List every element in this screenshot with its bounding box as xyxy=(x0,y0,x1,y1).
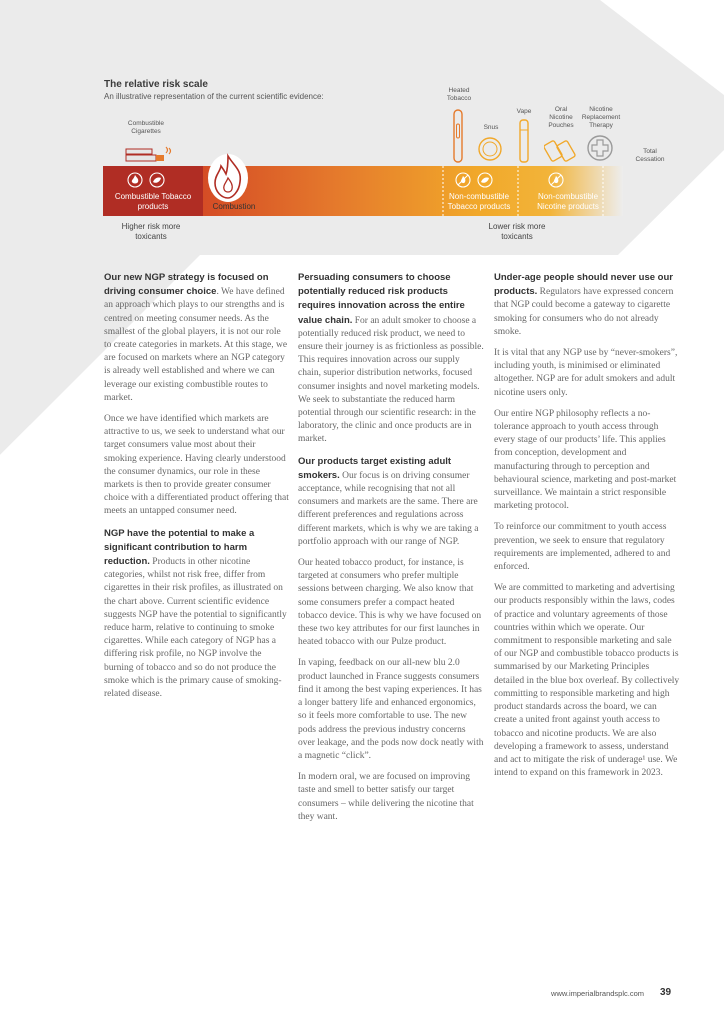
cat-cessation: Total Cessation xyxy=(635,148,665,163)
column-3 xyxy=(494,271,680,788)
label-noncomb-tobacco: Non-combustible Tobacco products xyxy=(447,192,511,211)
cat-snus: Snus xyxy=(483,124,499,131)
col1-para-3 xyxy=(104,527,290,702)
noncomb-nicotine-icon xyxy=(546,171,566,189)
col1-text-3: Products in other nicotine categories, whilst not risk free, differ from cigarettes in their risk profiles, as illustrated on the chart above. Current scientific evidence suggests NGP have the potential to significantly reduce harm, relative to continuing to smoke cigarettes. While each category of NGP has a differing risk profile, no NGP involve the burning of tobacco and so do not produce the smoke which is the primary cause of smoking-related disease. xyxy=(104,557,287,700)
label-noncomb-nicotine: Non-combustible Nicotine products xyxy=(537,192,599,211)
nrt-icon xyxy=(586,134,614,162)
col2-para-2 xyxy=(298,455,484,549)
col1-para-2: Once we have identified which markets are attractive to us, we seek to understand what our target consumers value most about their smoking experience. Having clearly understood the consumer dynamics, our role in these markets is then to provide greater consumer choice with a differentiated product offering that meets an untapped consumer need. xyxy=(104,414,289,517)
noncomb-tobacco-icons xyxy=(454,171,498,189)
col3-para-4: To reinforce our commitment to youth access prevention, we seek to ensure that regulatory requirements are implemented, adhered to and enforced. xyxy=(494,522,671,573)
heated-tobacco-icon xyxy=(450,108,466,164)
page-number: 39 xyxy=(660,987,672,998)
scale-title: The relative risk scale xyxy=(104,79,208,90)
col3-para-3: Our entire NGP philosophy reflects a no-tolerance approach to youth access through every stage of our products’ life. This applies from conception, development and manufacturing through to perception and behavioural science, marketing and post-market surveillance. We maintain a strict responsible marketing protocol. xyxy=(494,408,677,512)
col1-para-1 xyxy=(104,271,290,405)
vape-icon xyxy=(514,118,534,164)
higher-risk-label: Higher risk more toxicants xyxy=(121,222,181,241)
column-1 xyxy=(104,271,290,709)
cat-oral: Oral Nicotine Pouches xyxy=(548,106,574,129)
cat-cigarettes: Combustible Cigarettes xyxy=(127,120,165,135)
cat-heated: Heated Tobacco xyxy=(446,87,472,102)
cat-vape: Vape xyxy=(516,108,532,115)
col3-heading-1: Under-age people should never use our products. xyxy=(494,272,673,298)
footer-url[interactable]: www.imperialbrandsplc.com xyxy=(551,989,644,998)
col2-heading-2: Our products target existing adult smokers. xyxy=(298,455,452,481)
col3-para-1 xyxy=(494,271,680,339)
combustible-icons xyxy=(126,171,170,189)
cigarette-icon xyxy=(124,146,172,166)
col3-para-5: We are committed to marketing and advertising our products responsibly within the laws, codes of practice and voluntary agreements of those countries within which we operate. Our commitment to responsible marketing and sale of our NGP and combustible tobacco products is summarised by our Marketing Principles detailed in the blue box overleaf. By collectively committing to responsible marketing and high product standards across the board, we can create a united front against youth access to tobacco and nicotine products. We are also developing a framework to assess, understand and act to mitigate the risk of underage¹ use. We intend to expand on this framework in 2023. xyxy=(494,583,680,779)
col1-heading-1: Our new NGP strategy is focused on driving consumer choice xyxy=(104,272,269,298)
col2-para-5: In modern oral, we are focused on improving taste and smell to better satisfy our target consumers – while delivering the nicotine that they want. xyxy=(298,772,474,822)
col3-text-1: Regulators have expressed concern that NGP could become a gateway to cigarette smoking for consumers who do not already smoke. xyxy=(494,287,674,337)
label-combustion: Combustion xyxy=(212,202,256,211)
lower-risk-label: Lower risk more toxicants xyxy=(488,222,546,241)
col2-para-4: In vaping, feedback on our all-new blu 2.0 product launched in France suggests consumers find it among the best vaping experiences. It has a longer battery life and enhanced ergonomics, so it feels more comfortable to use. The new pods address the previous industry concerns over leakage, and the pods now dock neatly with a magnetic “click”. xyxy=(298,658,484,761)
oral-pouch-icon xyxy=(544,132,576,162)
flame-icon xyxy=(206,148,250,204)
scale-subtitle: An illustrative representation of the current scientific evidence: xyxy=(104,92,324,101)
label-combustible: Combustible Tobacco products xyxy=(114,192,192,211)
col1-heading-3: NGP have the potential to make a significant contribution to harm reduction. xyxy=(104,527,255,568)
cat-nrt: Nicotine Replacement Therapy xyxy=(581,106,621,129)
col2-text-1: For an adult smoker to choose a potentially reduced risk product, we need to ensure their journey is as frictionless as possible. This requires innovation across our supply chain, superior distribution networks, focused consumer insights and novel marketing models. We seek to substantiate the reduced harm potential through our scientific research: in the laboratory, the clinic and once products are in market. xyxy=(298,315,484,445)
col2-para-1 xyxy=(298,271,484,447)
col2-para-3: Our heated tobacco product, for instance, is targeted at consumers who prefer multiple sessions between charging. We also know that some consumers prefer a compact heated tobacco device. This is why we have focused on these two key attributes for our first launches in heated tobacco with our Pulze product. xyxy=(298,558,482,648)
col1-text-1: . We have defined an approach which plays to our strengths and is centred on meeting consumer needs. As the smallest of the global players, it is not our role to create categories in markets. At this stage, we are focused on markets where an NGP category is already well established and where we can leverage our existing combustible routes to market. xyxy=(104,287,288,403)
col2-text-2: Our focus is on driving consumer acceptance, while recognising that not all consumers and markets are the same. There are different preferences and regulations across different markets, which is why we are taking a portfolio approach with our range of NGP. xyxy=(298,470,479,547)
col2-heading-1: Persuading consumers to choose potentially reduced risk products requires innovation across the entire value chain. xyxy=(298,272,465,326)
col3-para-2: It is vital that any NGP use by “never-smokers”, including youth, is minimised or eliminated altogether. NGP are for adult smokers and adult nicotine users only. xyxy=(494,348,678,398)
column-2 xyxy=(298,271,484,832)
snus-icon xyxy=(477,136,503,162)
